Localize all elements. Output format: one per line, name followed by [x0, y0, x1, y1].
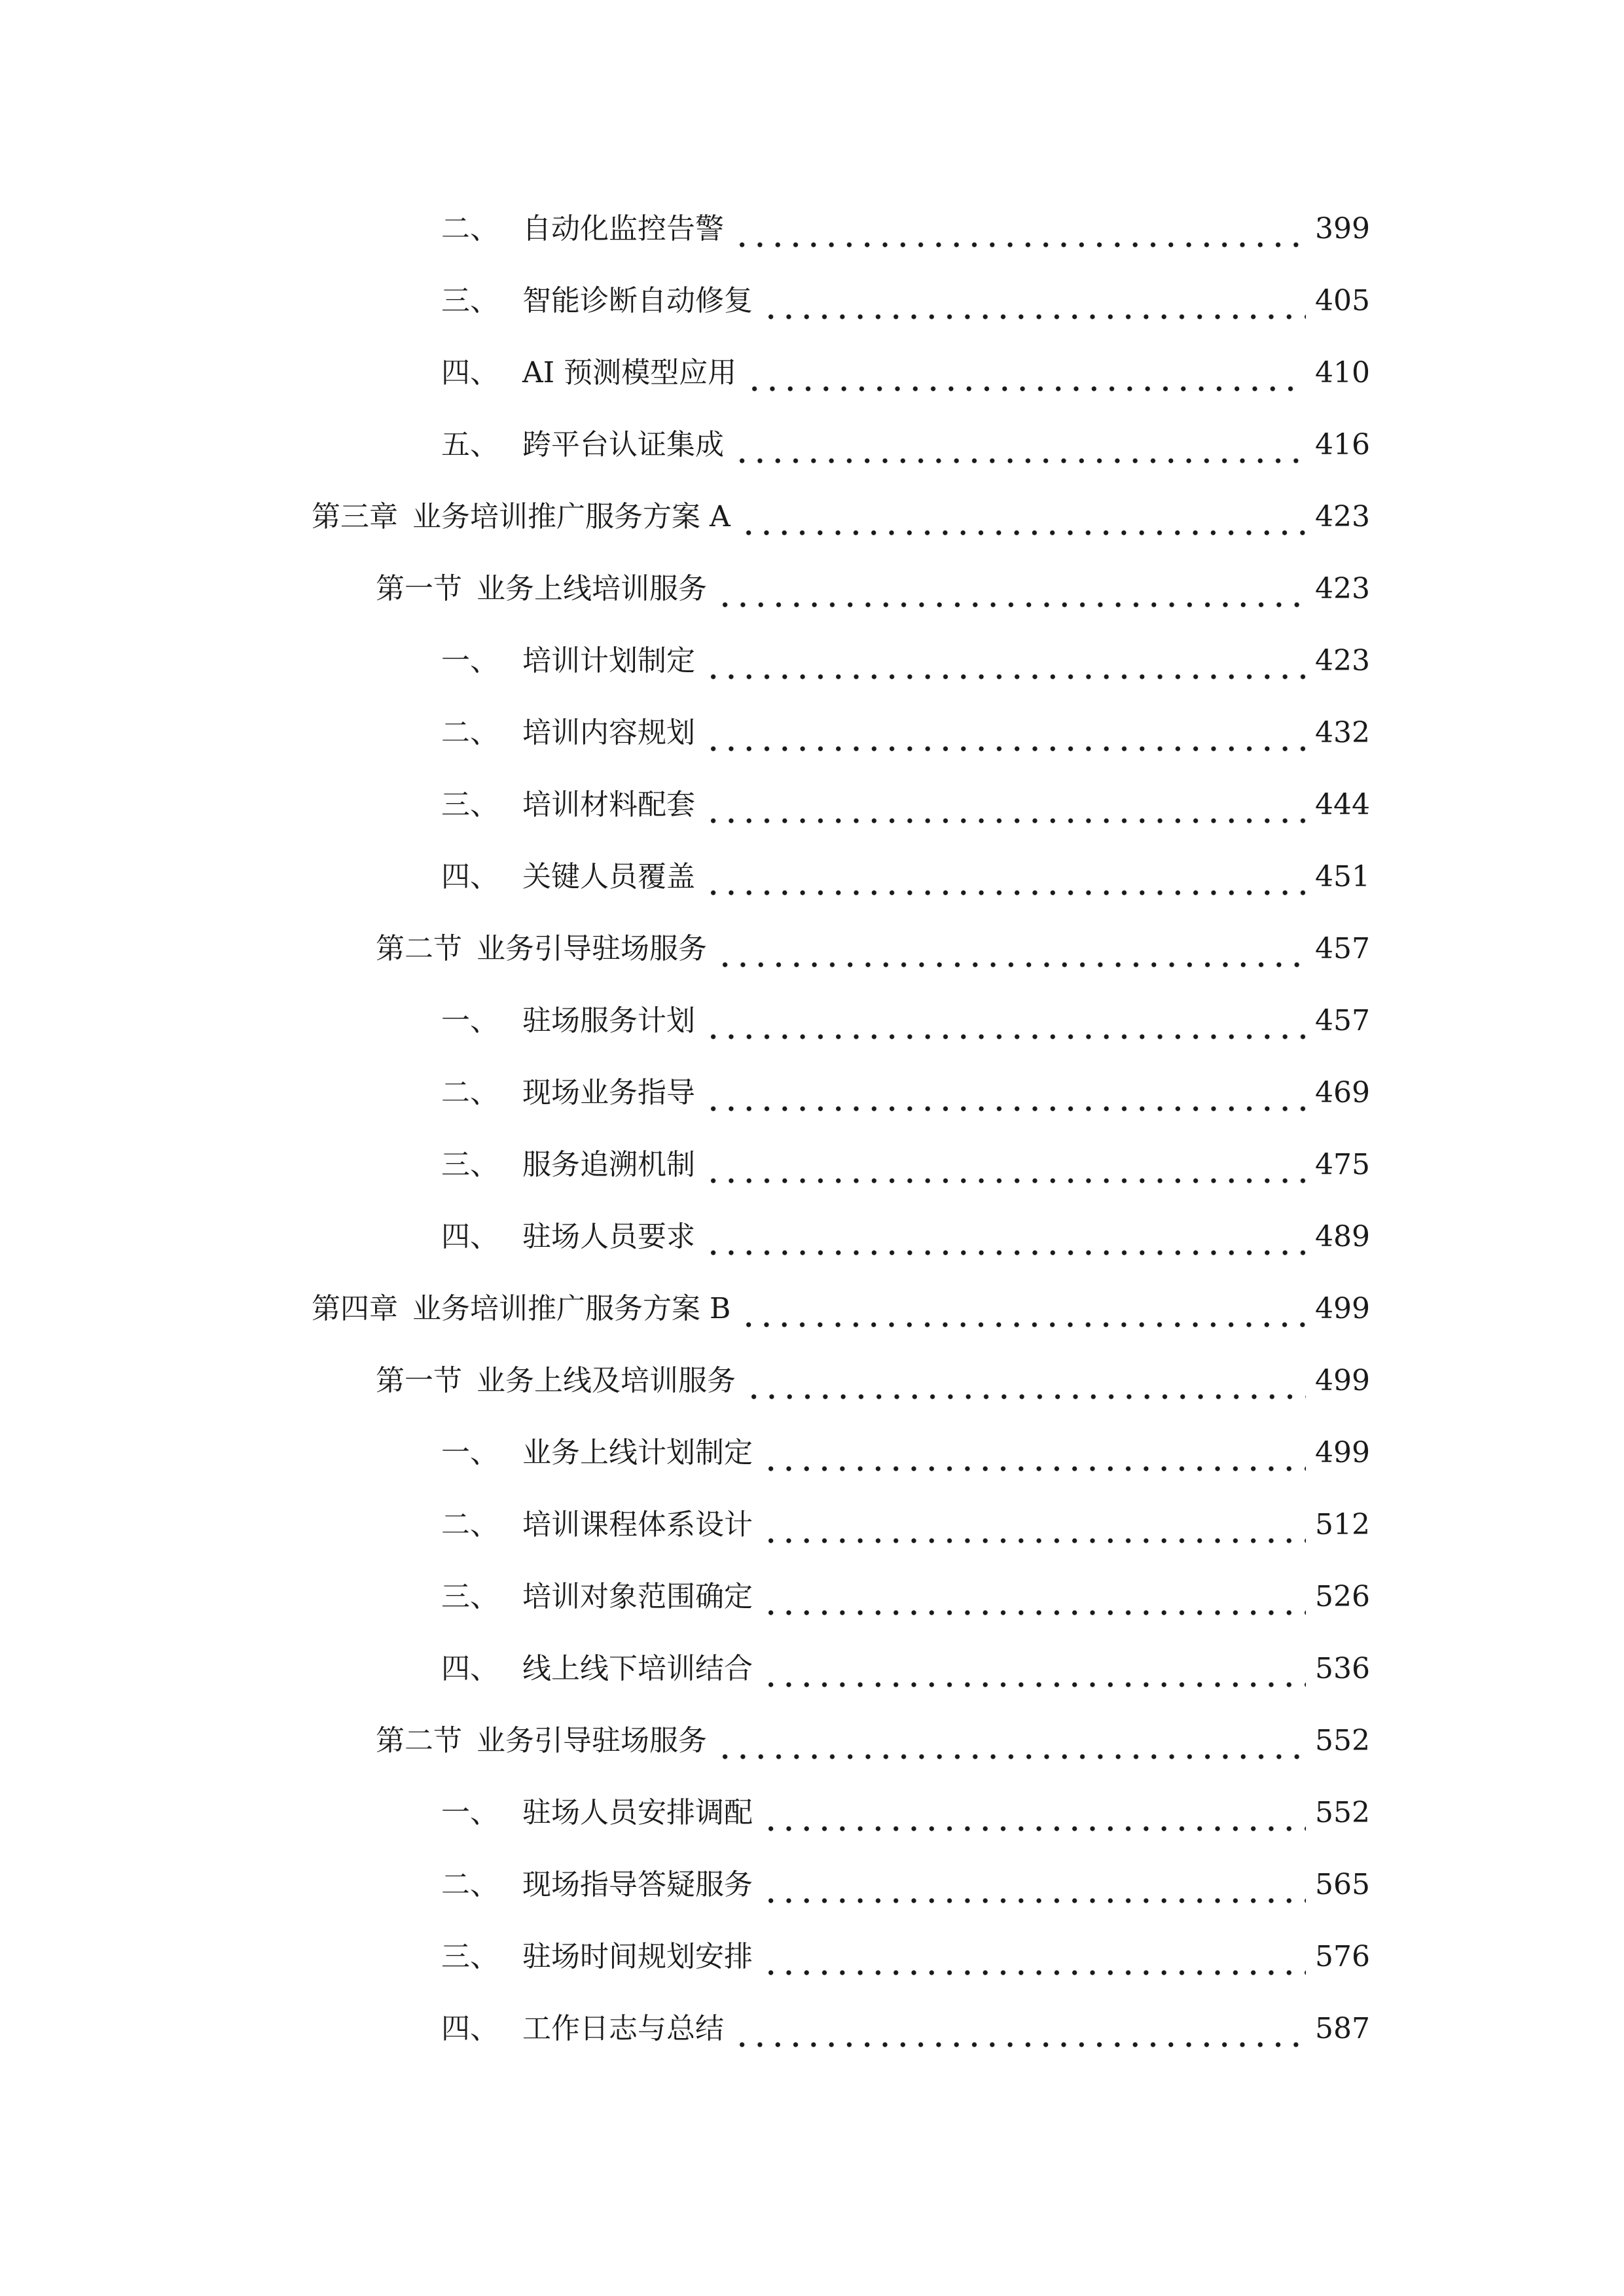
- dot-leader: [704, 635, 1306, 687]
- dot-leader: [733, 2003, 1306, 2055]
- toc-entry-page: 552: [1315, 1724, 1370, 1757]
- toc-entry-title: 现场指导答疑服务: [522, 1868, 753, 1901]
- dot-leader: [716, 563, 1306, 615]
- toc-entry-number: 四、: [441, 1652, 499, 1685]
- toc-entry-page: 526: [1315, 1580, 1370, 1613]
- toc-entry-page: 499: [1315, 1364, 1370, 1397]
- dot-leader: [733, 419, 1306, 471]
- toc-entry-number: 二、: [441, 1868, 499, 1901]
- toc-entry-title: 智能诊断自动修复: [522, 284, 753, 317]
- dot-leader: [716, 1715, 1306, 1767]
- toc-entry-title: 服务追溯机制: [522, 1148, 695, 1181]
- toc-entry-page: 423: [1315, 644, 1370, 677]
- toc-entry[interactable]: [441, 2003, 1370, 2055]
- dot-leader: [762, 275, 1306, 327]
- toc-entry-number: 二、: [441, 1508, 499, 1541]
- toc-entry[interactable]: [441, 1499, 1370, 1551]
- toc-entry-title: 业务培训推广服务方案 A: [412, 500, 731, 533]
- dot-leader: [704, 1211, 1306, 1263]
- toc-entry-title: 业务上线计划制定: [522, 1436, 753, 1469]
- dot-leader: [746, 347, 1306, 399]
- toc-entry[interactable]: [441, 851, 1370, 903]
- dot-leader: [704, 1067, 1306, 1119]
- toc-entry-page: 587: [1315, 2012, 1370, 2045]
- toc-entry-section[interactable]: [376, 1715, 1370, 1767]
- toc-entry-page: 410: [1315, 356, 1370, 389]
- dot-leader: [704, 779, 1306, 831]
- toc-entry-number: 第一节: [376, 572, 462, 605]
- dot-leader: [716, 923, 1306, 975]
- toc-entry-page: 405: [1315, 284, 1370, 317]
- toc-entry-title: 业务引导驻场服务: [477, 1724, 707, 1757]
- toc-entry-page: 457: [1315, 932, 1370, 965]
- toc-entry-title: 现场业务指导: [522, 1076, 695, 1109]
- toc-entry-page: 489: [1315, 1220, 1370, 1253]
- dot-leader: [704, 1139, 1306, 1191]
- toc-entry-page: 444: [1315, 788, 1370, 821]
- toc-entry-page: 469: [1315, 1076, 1370, 1109]
- toc-entry-chapter[interactable]: [312, 491, 1370, 543]
- toc-entry-title: 关键人员覆盖: [522, 860, 695, 893]
- toc-entry-section[interactable]: [376, 923, 1370, 975]
- toc-entry[interactable]: [441, 1571, 1370, 1623]
- toc-entry-page: 512: [1315, 1508, 1370, 1541]
- toc-entry-number: 三、: [441, 788, 499, 821]
- toc-entry-title: 自动化监控告警: [522, 212, 724, 245]
- toc-entry[interactable]: [441, 347, 1370, 399]
- toc-entry-number: 四、: [441, 2012, 499, 2045]
- toc-entry-page: 499: [1315, 1292, 1370, 1325]
- toc-entry-page: 423: [1315, 500, 1370, 533]
- toc-entry-number: 五、: [441, 428, 499, 461]
- dot-leader: [740, 491, 1306, 543]
- toc-entry-number: 一、: [441, 1004, 499, 1037]
- toc-entry-page: 552: [1315, 1796, 1370, 1829]
- toc-entry-page: 576: [1315, 1940, 1370, 1973]
- toc-entry-page: 416: [1315, 428, 1370, 461]
- toc-entry-number: 二、: [441, 716, 499, 749]
- dot-leader: [745, 1355, 1306, 1407]
- toc-entry-title: AI 预测模型应用: [522, 356, 737, 389]
- toc-entry-number: 三、: [441, 1940, 499, 1973]
- toc-entry-title: 培训计划制定: [522, 644, 695, 677]
- toc-entry-number: 一、: [441, 644, 499, 677]
- dot-leader: [704, 707, 1306, 759]
- toc-entry[interactable]: [441, 203, 1370, 255]
- toc-entry-number: 一、: [441, 1796, 499, 1829]
- toc-entry-page: 457: [1315, 1004, 1370, 1037]
- dot-leader: [762, 1787, 1306, 1839]
- toc-entry[interactable]: [441, 1427, 1370, 1479]
- toc-entry-title: 工作日志与总结: [522, 2012, 724, 2045]
- dot-leader: [762, 1427, 1306, 1479]
- toc-entry-section[interactable]: [376, 563, 1370, 615]
- toc-entry[interactable]: [441, 707, 1370, 759]
- dot-leader: [762, 1931, 1306, 1983]
- dot-leader: [762, 1571, 1306, 1623]
- toc-entry-page: 475: [1315, 1148, 1370, 1181]
- toc-entry-page: 565: [1315, 1868, 1370, 1901]
- dot-leader: [762, 1859, 1306, 1911]
- toc-entry-page: 423: [1315, 572, 1370, 605]
- toc-entry-number: 第一节: [376, 1364, 462, 1397]
- toc-entry-page: 432: [1315, 716, 1370, 749]
- toc-entry-number: 第二节: [376, 932, 462, 965]
- toc-entry-title: 培训材料配套: [522, 788, 695, 821]
- toc-entry-number: 第四章: [312, 1292, 398, 1325]
- toc-entry-title: 驻场人员安排调配: [522, 1796, 753, 1829]
- toc-entry-number: 四、: [441, 1220, 499, 1253]
- dot-leader: [762, 1499, 1306, 1551]
- toc-entry-number: 四、: [441, 860, 499, 893]
- toc-entry-number: 四、: [441, 356, 499, 389]
- toc-entry-title: 驻场人员要求: [522, 1220, 695, 1253]
- toc-entry[interactable]: [441, 1643, 1370, 1695]
- toc-entry-number: 三、: [441, 284, 499, 317]
- toc-entry-page: 499: [1315, 1436, 1370, 1469]
- toc-entry-title: 培训课程体系设计: [522, 1508, 753, 1541]
- toc-entry-title: 培训对象范围确定: [522, 1580, 753, 1613]
- toc-entry-title: 业务上线培训服务: [477, 572, 707, 605]
- toc-entry-title: 驻场服务计划: [522, 1004, 695, 1037]
- toc-entry-chapter[interactable]: [312, 1283, 1370, 1335]
- toc-entry[interactable]: [441, 1787, 1370, 1839]
- toc-entry-number: 三、: [441, 1580, 499, 1613]
- toc-entry-title: 业务引导驻场服务: [477, 932, 707, 965]
- toc-entry-number: 第三章: [312, 500, 398, 533]
- dot-leader: [704, 851, 1306, 903]
- toc-entry[interactable]: [441, 635, 1370, 687]
- dot-leader: [733, 203, 1306, 255]
- toc-entry-page: 536: [1315, 1652, 1370, 1685]
- toc-entry-number: 一、: [441, 1436, 499, 1469]
- toc-entry[interactable]: [441, 1859, 1370, 1911]
- toc-entry-number: 第二节: [376, 1724, 462, 1757]
- dot-leader: [704, 995, 1306, 1047]
- toc-entry[interactable]: [441, 419, 1370, 471]
- dot-leader: [762, 1643, 1306, 1695]
- toc-entry[interactable]: [441, 275, 1370, 327]
- toc-entry[interactable]: [441, 1067, 1370, 1119]
- toc-entry-title: 线上线下培训结合: [522, 1652, 753, 1685]
- dot-leader: [740, 1283, 1306, 1335]
- toc-entry[interactable]: [441, 1211, 1370, 1263]
- toc-entry[interactable]: [441, 1931, 1370, 1983]
- toc-entry[interactable]: [441, 1139, 1370, 1191]
- toc-entry-number: 三、: [441, 1148, 499, 1181]
- toc-entry-number: 二、: [441, 212, 499, 245]
- toc-entry-page: 399: [1315, 212, 1370, 245]
- toc-entry-section[interactable]: [376, 1355, 1370, 1407]
- toc-entry-title: 业务培训推广服务方案 B: [412, 1292, 731, 1325]
- toc-entry-number: 二、: [441, 1076, 499, 1109]
- toc-entry-title: 培训内容规划: [522, 716, 695, 749]
- toc-entry[interactable]: [441, 779, 1370, 831]
- toc-entry[interactable]: [441, 995, 1370, 1047]
- toc-entry-page: 451: [1315, 860, 1370, 893]
- toc-entry-title: 驻场时间规划安排: [522, 1940, 753, 1973]
- toc-entry-title: 业务上线及培训服务: [477, 1364, 736, 1397]
- toc-entry-title: 跨平台认证集成: [522, 428, 724, 461]
